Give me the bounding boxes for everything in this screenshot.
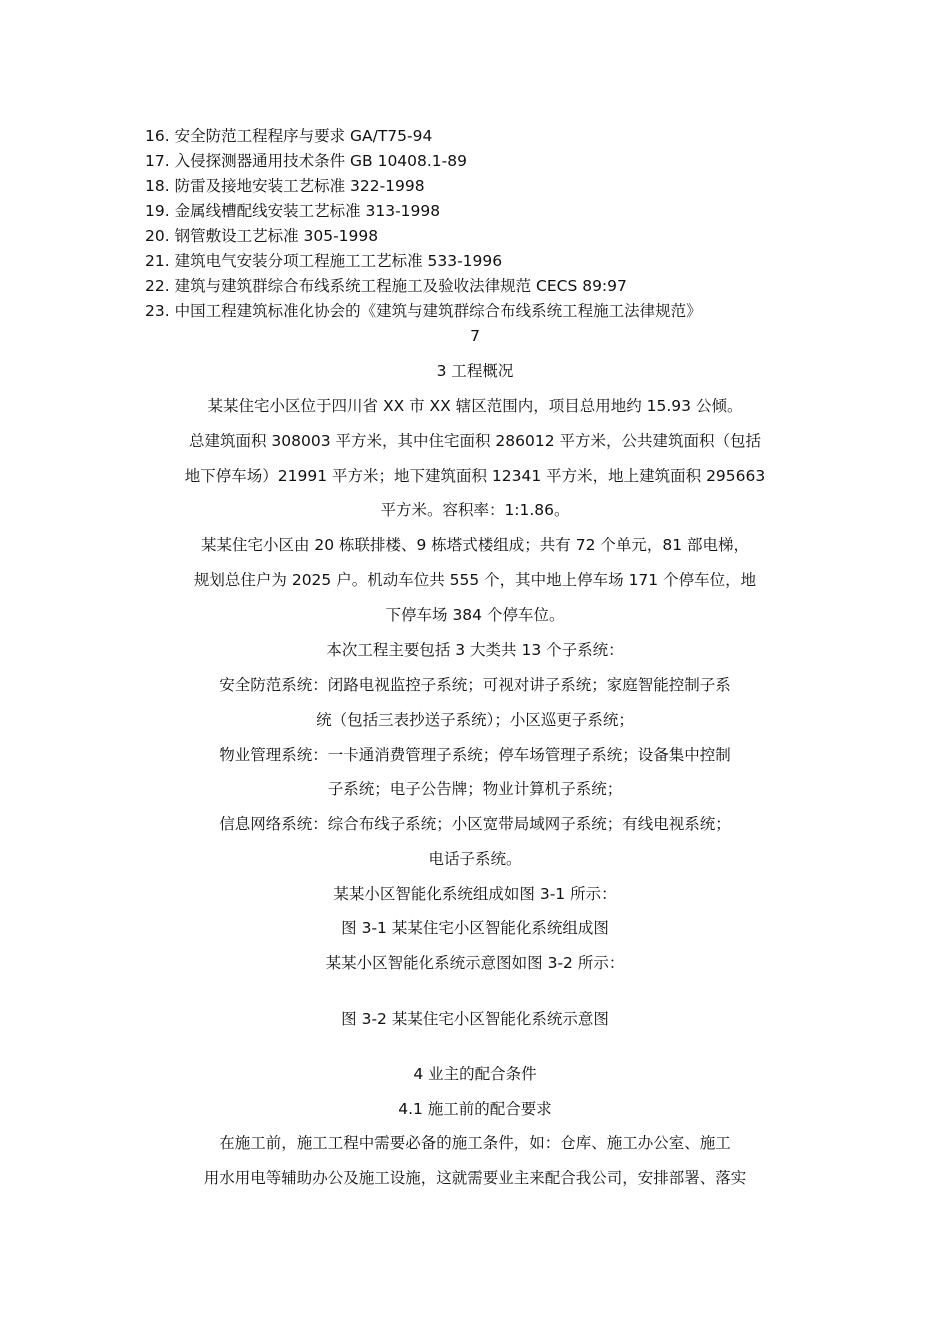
figure-3-1-caption: 图 3-1 某某住宅小区智能化系统组成图 bbox=[341, 919, 609, 937]
overview-paragraph-line: 地下停车场）21991 平方米；地下建筑面积 12341 平方米，地上建筑面积 295663 bbox=[184, 467, 766, 485]
subsystems-intro: 本次工程主要包括 3 大类共 13 个子系统： bbox=[326, 641, 624, 659]
figure-3-2-caption: 图 3-2 某某住宅小区智能化系统示意图 bbox=[341, 1010, 609, 1028]
section-3-title: 3 工程概况 bbox=[436, 362, 514, 380]
composition-paragraph-line: 下停车场 384 个停车位。 bbox=[385, 606, 565, 624]
overview-paragraph-line: 平方米。容积率：1:1.86。 bbox=[380, 501, 570, 519]
reference-item: 16. 安全防范工程程序与要求 GA/T75-94 bbox=[145, 127, 433, 145]
owner-cooperation-paragraph-line: 在施工前，施工工程中需要必备的施工条件，如：仓库、施工办公室、施工 bbox=[219, 1134, 731, 1152]
owner-cooperation-paragraph-line: 用水用电等辅助办公及施工设施，这就需要业主来配合我公司，安排部署、落实 bbox=[203, 1169, 747, 1187]
reference-standards-list bbox=[145, 124, 845, 324]
page-number: 7 bbox=[470, 327, 480, 345]
section-4-title: 4 业主的配合条件 bbox=[413, 1065, 537, 1083]
overview-paragraph-line: 某某住宅小区位于四川省 XX 市 XX 辖区范围内，项目总用地约 15.93 公倾。 bbox=[207, 397, 743, 415]
reference-item: 20. 钢管敷设工艺标准 305-1998 bbox=[145, 227, 379, 245]
reference-item: 17. 入侵探测器通用技术条件 GB 10408.1-89 bbox=[145, 152, 467, 170]
property-system-line: 子系统；电子公告牌；物业计算机子系统； bbox=[327, 780, 623, 798]
reference-item: 21. 建筑电气安装分项工程施工工艺标准 533-1996 bbox=[145, 252, 503, 270]
composition-paragraph-line: 规划总住户为 2025 户。机动车位共 555 个，其中地上停车场 171 个停车位，地 bbox=[193, 571, 757, 589]
security-system-line: 安全防范系统：闭路电视监控子系统；可视对讲子系统；家庭智能控制子系 bbox=[219, 676, 731, 694]
composition-paragraph-line: 某某住宅小区由 20 栋联排楼、9 栋塔式楼组成；共有 72 个单元，81 部电梯， bbox=[200, 536, 750, 554]
reference-item: 18. 防雷及接地安装工艺标准 322-1998 bbox=[145, 177, 425, 195]
network-system-line: 信息网络系统：综合布线子系统；小区宽带局域网子系统；有线电视系统； bbox=[219, 815, 731, 833]
security-system-line: 统（包括三表抄送子系统）；小区巡更子系统； bbox=[316, 711, 634, 729]
overview-paragraph-line: 总建筑面积 308003 平方米，其中住宅面积 286012 平方米，公共建筑面积（包括 bbox=[188, 432, 762, 450]
section-4-1-title: 4.1 施工前的配合要求 bbox=[398, 1100, 552, 1118]
figure-3-2-intro: 某某小区智能化系统示意图如图 3-2 所示： bbox=[325, 954, 625, 972]
network-system-line: 电话子系统。 bbox=[428, 850, 522, 868]
reference-item: 23. 中国工程建筑标准化协会的《建筑与建筑群综合布线系统工程施工法律规范》 bbox=[145, 302, 702, 320]
figure-3-1-intro: 某某小区智能化系统组成如图 3-1 所示： bbox=[333, 885, 617, 903]
property-system-line: 物业管理系统：一卡通消费管理子系统；停车场管理子系统；设备集中控制 bbox=[219, 746, 731, 764]
reference-item: 19. 金属线槽配线安装工艺标准 313-1998 bbox=[145, 202, 441, 220]
reference-item: 22. 建筑与建筑群综合布线系统工程施工及验收法律规范 CECS 89:97 bbox=[145, 277, 627, 295]
